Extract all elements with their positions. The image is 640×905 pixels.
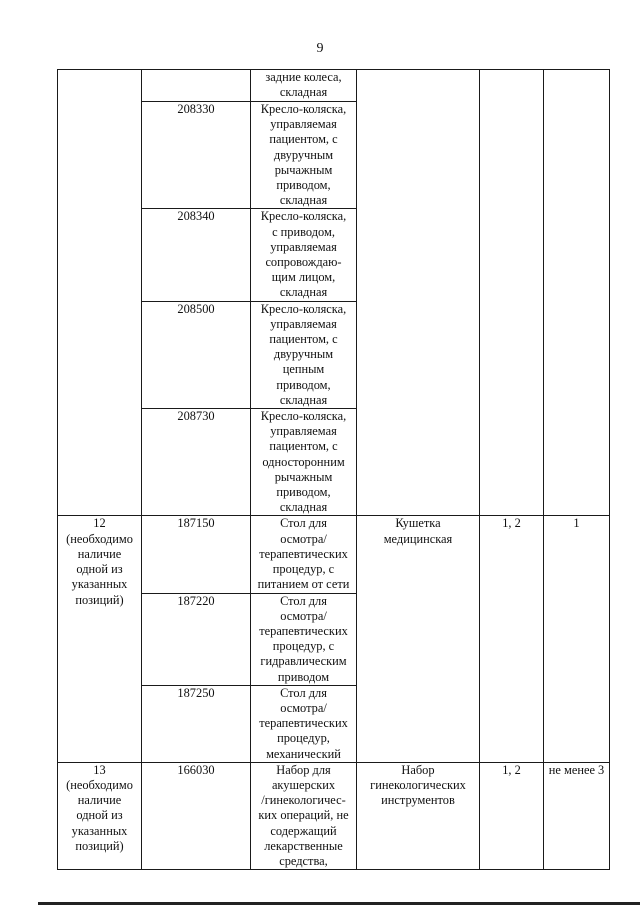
position-line: наличие: [77, 546, 122, 561]
name-line: Стол для: [280, 516, 327, 531]
name-line: приводом,: [276, 178, 331, 193]
name-line: управляемая: [270, 117, 337, 132]
name-line: управляемая: [270, 239, 337, 254]
name-line: Кресло-коляска,: [260, 301, 347, 316]
name-line: складная: [279, 85, 328, 100]
position-line: указанных: [71, 577, 128, 592]
code-cell: 208330: [142, 102, 251, 209]
name-line: приводом: [277, 669, 330, 684]
equipment-line: медицинская: [383, 531, 453, 546]
name-line: приводом,: [276, 377, 331, 392]
name-line: терапевтических: [259, 716, 348, 731]
name-line: ких операций, не: [258, 808, 349, 823]
name-line: складная: [279, 285, 328, 300]
table-row: [58, 516, 610, 593]
position-cell-continued: [58, 70, 142, 516]
position-line: позиций): [75, 592, 124, 607]
name-cell: [251, 301, 357, 408]
name-line: терапевтических: [259, 623, 348, 638]
position-line: позиций): [75, 838, 124, 853]
name-line: складная: [279, 193, 328, 208]
quantity-cell-continued: [544, 70, 610, 516]
name-line: Кресло-коляска,: [260, 209, 347, 224]
name-line: процедур, с: [272, 562, 335, 577]
position-line: одной из: [76, 562, 123, 577]
name-line: процедур,: [277, 731, 330, 746]
name-line: средства,: [279, 853, 328, 868]
position-cell: [58, 762, 142, 869]
name-line: Набор для: [276, 762, 331, 777]
equipment-table: [57, 69, 610, 870]
name-line: пациентом, с: [269, 132, 338, 147]
name-line: /гинекологичес-: [261, 793, 346, 808]
equipment-cell: [357, 516, 480, 762]
name-line: Стол для: [280, 685, 327, 700]
name-line: односторонним: [262, 454, 345, 469]
usage-cell-continued: [480, 70, 544, 516]
name-line: питанием от сети: [257, 577, 350, 592]
equipment-line: Набор: [401, 762, 435, 777]
name-cell: [251, 209, 357, 301]
position-line: (необходимо: [66, 777, 133, 792]
name-line: осмотра/: [280, 531, 327, 546]
equipment-line: инструментов: [381, 793, 455, 808]
name-line: гидравлическим: [260, 654, 347, 669]
name-line: Кресло-коляска,: [260, 409, 347, 424]
name-line: Кресло-коляска,: [260, 102, 347, 116]
name-line: складная: [279, 500, 328, 515]
quantity-cell: 1: [544, 516, 610, 762]
name-cell: [251, 70, 357, 102]
name-line: цепным: [282, 362, 325, 377]
name-cell: [251, 409, 357, 516]
name-cell: [251, 593, 357, 685]
name-line: акушерских: [271, 777, 336, 792]
name-line: управляемая: [270, 424, 337, 439]
name-line: осмотра/: [280, 700, 327, 715]
name-line: рычажным: [274, 469, 333, 484]
code-cell: 166030: [142, 762, 251, 869]
name-line: рычажным: [274, 162, 333, 177]
code-cell: 187250: [142, 685, 251, 762]
code-cell: 187150: [142, 516, 251, 593]
position-line: указанных: [71, 823, 128, 838]
name-line: механический: [266, 746, 341, 761]
position-line: наличие: [77, 793, 122, 808]
name-line: складная: [279, 392, 328, 407]
name-line: двуручным: [273, 347, 334, 362]
name-line: задние колеса,: [265, 70, 342, 84]
code-cell: [142, 70, 251, 102]
position-number: 12: [93, 516, 106, 531]
table-row: [58, 762, 610, 869]
table-row: [58, 70, 610, 102]
position-line: (необходимо: [66, 531, 133, 546]
name-line: процедур, с: [272, 639, 335, 654]
name-cell: [251, 762, 357, 869]
equipment-line: гинекологических: [370, 777, 466, 792]
position-cell: [58, 516, 142, 762]
usage-cell: 1, 2: [480, 762, 544, 869]
name-line: щим лицом,: [271, 270, 336, 285]
quantity-cell: не менее 3: [544, 762, 610, 869]
name-line: сопровождаю-: [265, 255, 342, 270]
usage-cell: 1, 2: [480, 516, 544, 762]
code-cell: 208730: [142, 409, 251, 516]
name-line: осмотра/: [280, 608, 327, 623]
name-line: содержащий: [270, 823, 337, 838]
name-line: приводом,: [276, 485, 331, 500]
position-number: 13: [93, 762, 106, 777]
position-line: одной из: [76, 808, 123, 823]
equipment-line: Кушетка: [395, 516, 441, 531]
equipment-cell-continued: [357, 70, 480, 516]
name-line: пациентом, с: [269, 332, 338, 347]
name-cell: [251, 102, 357, 209]
name-line: терапевтических: [259, 546, 348, 561]
name-line: двуручным: [273, 147, 334, 162]
name-line: с приводом,: [272, 224, 335, 239]
code-cell: 187220: [142, 593, 251, 685]
name-line: Стол для: [280, 593, 327, 608]
code-cell: 208500: [142, 301, 251, 408]
code-cell: 208340: [142, 209, 251, 301]
name-line: пациентом, с: [269, 439, 338, 454]
name-line: управляемая: [270, 316, 337, 331]
name-cell: [251, 516, 357, 593]
page-number: 9: [316, 41, 324, 56]
name-line: лекарственные: [264, 838, 343, 853]
name-cell: [251, 685, 357, 762]
equipment-cell: [357, 762, 480, 869]
